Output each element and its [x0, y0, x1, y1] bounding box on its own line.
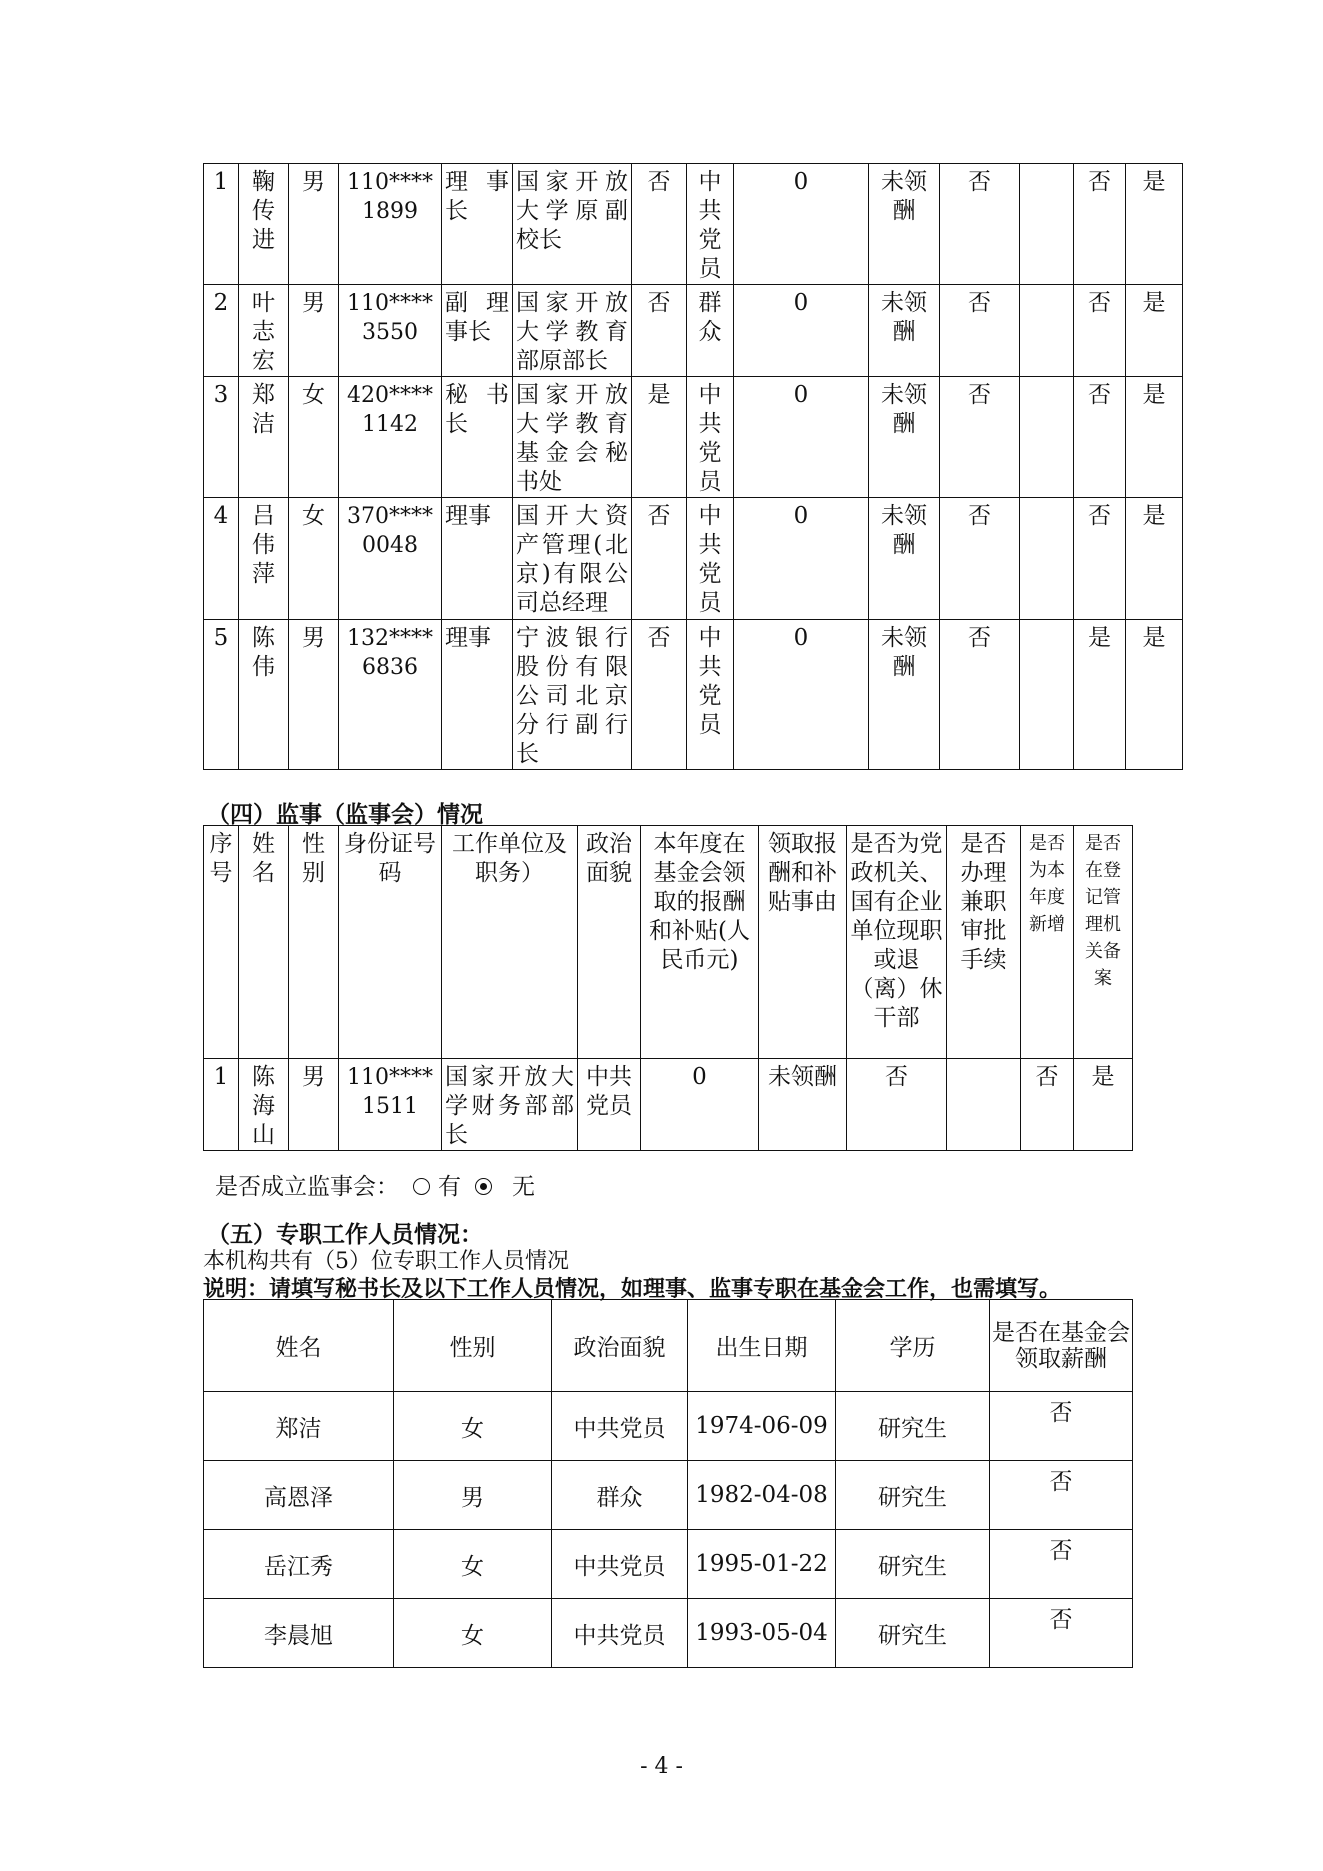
staff-political: 中共党员 [552, 1392, 688, 1461]
table-row [204, 1392, 1133, 1461]
staff-name: 岳江秀 [204, 1530, 394, 1599]
board-name: 陈伟 [251, 625, 275, 680]
staff-name: 高恩泽 [204, 1461, 394, 1530]
header-pay-reason: 领取报酬和补贴事由 [768, 831, 837, 915]
staff-summary: 本机构共有（5）位专职工作人员情况 [203, 1249, 569, 1274]
staff-gender: 女 [394, 1530, 552, 1599]
board-full-time: 否 [647, 290, 671, 316]
staff-header-birth: 出生日期 [688, 1300, 836, 1392]
board-full-time: 是 [647, 382, 671, 408]
board-id [339, 620, 441, 682]
board-id-suffix: 1899 [362, 199, 418, 224]
radio-no-icon[interactable] [475, 1178, 492, 1195]
staff-gender: 女 [394, 1392, 552, 1461]
table-row [204, 1530, 1133, 1599]
board-new-this-year: 否 [1088, 290, 1111, 316]
table-row [204, 377, 1183, 498]
staff-gender: 女 [394, 1599, 552, 1668]
board-political: 中共党员 [698, 169, 722, 282]
board-new-this-year: 否 [1088, 169, 1111, 195]
header-name: 姓名 [251, 831, 275, 886]
board-approval [1020, 285, 1073, 289]
board-political: 群众 [698, 290, 722, 345]
supervisors-header-row [204, 826, 1133, 1059]
board-no: 3 [213, 382, 229, 408]
board-approval [1020, 498, 1073, 502]
staff-header-row [204, 1300, 1133, 1392]
staff-paid: 否 [990, 1599, 1133, 1668]
board-new-this-year: 否 [1088, 382, 1111, 408]
staff-paid: 否 [990, 1461, 1133, 1530]
board-id-suffix: 1142 [362, 412, 418, 437]
radio-yes-label: 有 [438, 1174, 461, 1200]
table-row [204, 164, 1183, 285]
sup-id-suffix: 1511 [362, 1094, 418, 1119]
staff-header-name: 姓名 [204, 1300, 394, 1392]
board-gender: 男 [302, 290, 325, 316]
staff-header-education: 学历 [836, 1300, 990, 1392]
board-name: 鞠传进 [251, 169, 275, 253]
board-registered: 是 [1142, 382, 1166, 408]
board-new-this-year: 是 [1088, 625, 1111, 651]
board-id-suffix: 6836 [362, 655, 418, 680]
board-approval [1020, 377, 1073, 381]
staff-birth: 1993-05-04 [688, 1599, 836, 1668]
board-pay-reason: 未领酬 [881, 625, 927, 680]
board-no: 4 [213, 503, 229, 529]
sup-pay-reason: 未领酬 [768, 1064, 837, 1090]
sup-name: 陈海山 [251, 1064, 275, 1148]
sup-registered: 是 [1091, 1064, 1115, 1090]
staff-political: 中共党员 [552, 1599, 688, 1668]
staff-education: 研究生 [836, 1392, 990, 1461]
board-gender: 女 [302, 503, 325, 529]
board-name: 吕伟萍 [251, 503, 275, 587]
board-id [339, 377, 441, 439]
board-gov-cadre: 否 [968, 503, 991, 529]
board-pay-reason: 未领酬 [881, 290, 927, 345]
table-row [204, 1059, 1133, 1151]
board-gov-cadre: 否 [968, 382, 991, 408]
table-row [204, 1461, 1133, 1530]
staff-political: 群众 [552, 1461, 688, 1530]
table-row [204, 498, 1183, 620]
board-position: 秘书长 [445, 382, 509, 437]
sup-political: 中共党员 [586, 1064, 632, 1119]
staff-header-political: 政治面貌 [552, 1300, 688, 1392]
board-name: 叶志宏 [251, 290, 275, 374]
board-members-table [203, 163, 1183, 770]
board-pay-reason: 未领酬 [881, 169, 927, 224]
staff-name: 郑洁 [204, 1392, 394, 1461]
board-full-time: 否 [647, 169, 671, 195]
table-row [204, 285, 1183, 377]
board-id [339, 164, 441, 226]
board-registered: 是 [1142, 169, 1166, 195]
board-employer: 国家开放大学教育基金会秘书处 [516, 382, 628, 495]
sup-id-prefix: 110**** [347, 1065, 433, 1090]
staff-paid: 否 [990, 1392, 1133, 1461]
board-no: 1 [213, 169, 229, 195]
board-position: 副理事长 [445, 290, 509, 345]
board-approval [1020, 164, 1073, 168]
staff-table [203, 1299, 1133, 1668]
board-pay: 0 [793, 382, 809, 408]
staff-birth: 1995-01-22 [688, 1530, 836, 1599]
table-row [204, 1599, 1133, 1668]
board-pay: 0 [793, 290, 809, 316]
board-registered: 是 [1142, 503, 1166, 529]
board-gov-cadre: 否 [968, 625, 991, 651]
board-pay: 0 [793, 169, 809, 195]
board-registered: 是 [1142, 290, 1166, 316]
staff-education: 研究生 [836, 1530, 990, 1599]
board-employer: 国开大资产管理(北京)有限公司总经理 [516, 503, 628, 616]
board-id-prefix: 132**** [347, 626, 433, 651]
staff-political: 中共党员 [552, 1530, 688, 1599]
board-gender: 女 [302, 382, 325, 408]
board-position: 理事长 [445, 169, 509, 224]
page-number: - 4 - [640, 1754, 683, 1779]
board-gender: 男 [302, 625, 325, 651]
board-pay: 0 [793, 625, 809, 651]
board-new-this-year: 否 [1088, 503, 1111, 529]
board-political: 中共党员 [698, 382, 722, 495]
board-id [339, 285, 441, 347]
board-pay-reason: 未领酬 [881, 503, 927, 558]
header-gov-cadre: 是否为党政机关、国有企业单位现职或退（离）休干部 [850, 831, 943, 1031]
board-gov-cadre: 否 [968, 169, 991, 195]
board-id [339, 498, 441, 560]
header-approval: 是否办理兼职审批手续 [960, 831, 1007, 973]
header-id: 身份证号码 [344, 831, 436, 886]
board-pay-reason: 未领酬 [881, 382, 927, 437]
staff-header-gender: 性别 [394, 1300, 552, 1392]
header-no: 序号 [209, 831, 233, 886]
radio-yes-icon[interactable] [413, 1178, 430, 1195]
header-pay: 本年度在基金会领取的报酬和补贴(人民币元) [649, 831, 750, 973]
staff-note: 说明：请填写秘书长及以下工作人员情况，如理事、监事专职在基金会工作，也需填写。 [203, 1276, 1062, 1302]
supervisory-board-question [215, 1168, 535, 1201]
staff-birth: 1974-06-09 [688, 1392, 836, 1461]
staff-gender: 男 [394, 1461, 552, 1530]
supervisors-heading: （四）监事（监事会）情况 [207, 801, 483, 828]
header-registered: 是否在登记管理机关备案 [1085, 833, 1121, 989]
board-gender: 男 [302, 169, 325, 195]
board-employer: 宁波银行股份有限公司北京分行副行长 [516, 625, 628, 767]
board-political: 中共党员 [698, 503, 722, 616]
staff-paid: 否 [990, 1530, 1133, 1599]
board-id-prefix: 110**** [347, 170, 433, 195]
board-position: 理事 [445, 625, 491, 651]
sup-approval [947, 1059, 1020, 1063]
board-employer: 国家开放大学教育部原部长 [516, 290, 628, 374]
sup-gender: 男 [302, 1064, 325, 1090]
staff-education: 研究生 [836, 1599, 990, 1668]
header-employer: 工作单位及职务） [452, 831, 567, 886]
table-row [204, 620, 1183, 770]
supervisory-board-label: 是否成立监事会： [215, 1174, 399, 1200]
board-employer: 国家开放大学原副校长 [516, 169, 628, 253]
board-full-time: 否 [647, 503, 671, 529]
board-approval [1020, 620, 1073, 624]
board-no: 5 [213, 625, 229, 651]
sup-no: 1 [213, 1064, 229, 1090]
header-gender: 性别 [301, 831, 325, 886]
board-id-suffix: 3550 [362, 320, 418, 345]
header-political: 政治面貌 [586, 831, 632, 886]
header-new-this-year: 是否为本年度新增 [1029, 833, 1065, 935]
sup-id [339, 1059, 441, 1121]
board-id-prefix: 110**** [347, 291, 433, 316]
supervisors-table [203, 825, 1133, 1151]
board-id-suffix: 0048 [362, 533, 418, 558]
sup-new-this-year: 否 [1035, 1064, 1059, 1090]
board-id-prefix: 370**** [347, 504, 433, 529]
staff-education: 研究生 [836, 1461, 990, 1530]
sup-pay: 0 [692, 1064, 707, 1090]
board-full-time: 否 [647, 625, 671, 651]
board-id-prefix: 420**** [347, 383, 433, 408]
board-pay: 0 [793, 503, 809, 529]
staff-name: 李晨旭 [204, 1599, 394, 1668]
board-position: 理事 [445, 503, 491, 529]
staff-heading: （五）专职工作人员情况： [207, 1221, 483, 1248]
board-registered: 是 [1142, 625, 1166, 651]
board-no: 2 [213, 290, 229, 316]
board-gov-cadre: 否 [968, 290, 991, 316]
sup-gov-cadre: 否 [885, 1064, 908, 1090]
board-political: 中共党员 [698, 625, 722, 738]
sup-employer: 国家开放大学财务部部长 [445, 1064, 574, 1148]
radio-no-label: 无 [512, 1174, 535, 1200]
staff-header-paid: 是否在基金会领取薪酬 [990, 1300, 1133, 1392]
staff-birth: 1982-04-08 [688, 1461, 836, 1530]
board-name: 郑洁 [251, 382, 275, 437]
